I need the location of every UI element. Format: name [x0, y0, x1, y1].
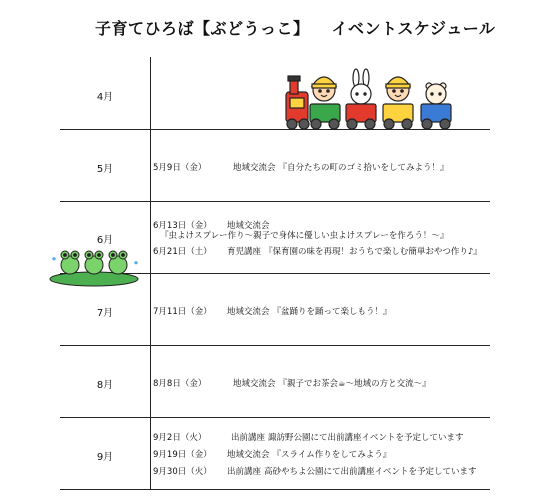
event-kind: 出前講座	[227, 467, 262, 477]
event-date: 6月21日（土）	[153, 247, 212, 257]
row-divider	[60, 417, 490, 418]
event-detail: 『親子でお茶会☕～地域の方と交流～』	[278, 379, 431, 389]
month-label-may: 5月	[96, 164, 114, 175]
event-date: 6月13日（金）	[153, 221, 212, 231]
event-detail: 『虫よけスプレー作り～親子で身体に優しい虫よけスプレーを作ろう！～』	[160, 231, 449, 241]
event-date: 9月30日（火）	[153, 467, 212, 477]
event-detail: 『スライム作りをしてみよう』	[272, 450, 392, 460]
event-kind: 地域交流会	[227, 450, 270, 460]
event-kind: 地域交流会	[233, 163, 276, 173]
event-date: 9月19日（金）	[153, 450, 212, 460]
train-with-children-and-animals-illustration	[282, 62, 454, 132]
event-date: 8月8日（金）	[153, 379, 207, 389]
event-detail: 『保育園の味を再現！おうちで楽しむ簡単おやつ作り♪』	[264, 247, 482, 257]
title-sub: イベントスケジュール	[331, 19, 496, 38]
event-entry	[153, 245, 482, 257]
row-divider	[60, 201, 490, 202]
event-entry	[153, 431, 464, 443]
title-main: 子育てひろば【ぶどうっこ】	[95, 19, 310, 38]
event-detail: 『盆踊りを踊って楽しもう！』	[272, 307, 392, 317]
month-label-september: 9月	[96, 452, 114, 463]
event-entry	[153, 448, 391, 460]
event-detail: 諏訪野公園にて出前講座イベントを予定しています	[268, 433, 464, 443]
row-divider	[60, 345, 490, 346]
row-divider	[60, 489, 490, 490]
event-kind: 地域交流会	[227, 307, 270, 317]
event-date: 9月2日（火）	[153, 433, 207, 443]
event-kind: 育児講座	[227, 247, 262, 257]
event-entry	[153, 161, 449, 173]
month-label-august: 8月	[96, 380, 114, 391]
event-detail: 『自分たちの町のゴミ拾いをしてみよう！』	[278, 163, 449, 173]
event-kind: 地域交流会	[227, 221, 270, 231]
event-date: 5月9日（金）	[153, 163, 207, 173]
event-kind: 出前講座	[231, 433, 266, 443]
month-label-april: 4月	[96, 92, 114, 103]
frogs-on-lilypad-illustration	[44, 243, 144, 287]
event-entry	[153, 377, 431, 389]
event-entry	[153, 305, 392, 317]
event-date: 7月11日（金）	[153, 307, 212, 317]
event-kind: 地域交流会	[233, 379, 276, 389]
page-title	[95, 16, 496, 39]
event-detail: 高砂やちよ公園にて出前講座イベントを予定しています	[264, 467, 477, 477]
month-label-july: 7月	[96, 308, 114, 319]
month-label-june: 6月	[96, 235, 114, 246]
event-entry	[153, 465, 477, 477]
